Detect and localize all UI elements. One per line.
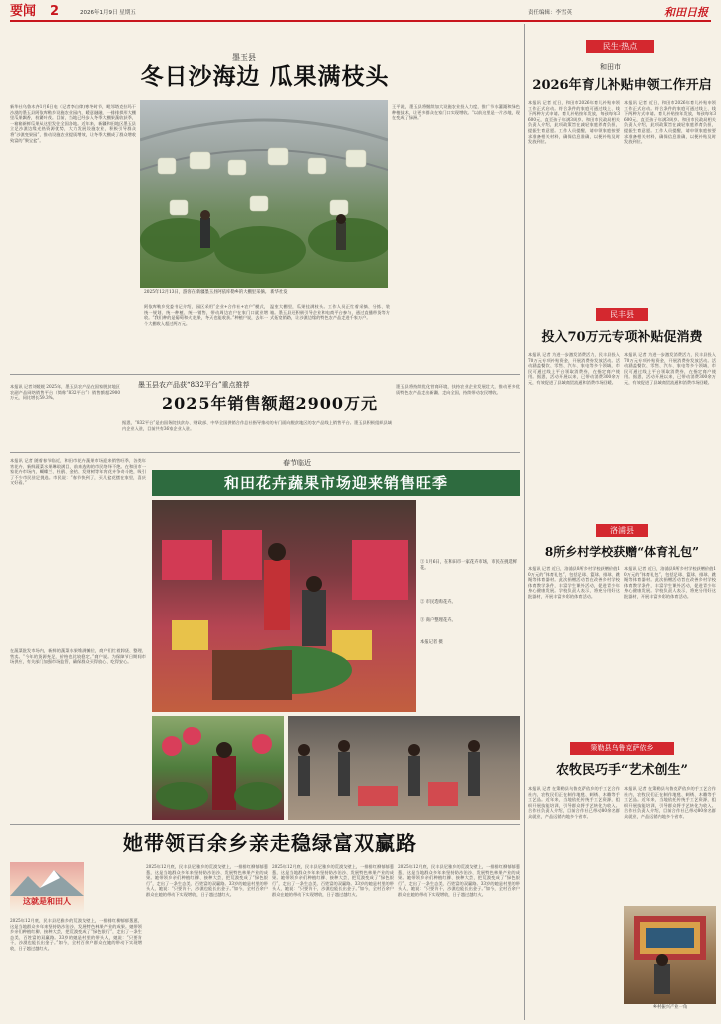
rc-story1-headline: 2026年育儿补贴申领工作开启 (532, 78, 712, 93)
flower-caption-2: ② 市民选购花卉。 (420, 600, 456, 605)
flower-market-photo-2 (152, 716, 284, 820)
bottom-body-4: 2025年12月底，民丰县尼雅乡的荒漠戈壁上，一排排红柳郁郁葱葱，这是当地群众多年来坚持防沙治沙、发展特色林果产业的成果。她带领乡亲们种植红柳、接种大芸，把荒漠变成了“绿色银行”，走出了一条生态美、百姓富的双赢路。33岁的她是村里的带头人，她说：“只要肯干，沙漠也能长出金子。”如今，全村百余户群众在她的带动下实现增收，日子越过越红火。 (398, 864, 520, 897)
handicraft-illustration (624, 906, 716, 1004)
lead-kicker: 墨玉县 (232, 53, 256, 62)
bottom-body-2: 2025年12月底，民丰县尼雅乡的荒漠戈壁上，一排排红柳郁郁葱葱，这是当地群众多年来坚持防沙治沙、发展特色林果产业的成果。她带领乡亲们种植红柳、接种大芸，把荒漠变成了“绿色银行”，走出了一条生态美、百姓富的双赢路。33岁的她是村里的带头人，她说：“只要肯干，沙漠也能长出金子。”如今，全村百余户群众在她的带动下实现增收，日子越过越红火。 (146, 864, 268, 897)
rc-story4-headline: 农牧民巧手“艺术创生” (556, 763, 688, 778)
flowers-body-right: 在蔬菜批发市场内，新鲜的蔬菜水果堆满摊位，商户们忙着卸货、整理、售卖。“今年的货源充足，价格也比较稳定。”商户说。为保障节日期间市场供应，有关部门加强市场监管，确保群众买得放心、吃得安心。 (10, 648, 146, 665)
section-label: 要闻 (10, 4, 37, 19)
greenhouse-photo-caption: 2025年12月13日，游客在新疆墨玉县阿依库勒乡的大棚里采摘。 新华社发 (144, 290, 288, 295)
rc-story1-body-b: 本报讯 记者 近日，和田市2026年育儿补贴申领工作正式启动。符合条件的家庭可通过线上、线下两种方式申请。育儿补贴按年发放，每孩每年3600元，直至孩子年满3周岁。和田市民政局相关负责人介绍，此项政策旨在减轻家庭养育负担，提振生育意愿。工作人员提醒，请申领家庭按要求准备相关材料，确保信息准确，以便补贴及时发放到位。 (624, 100, 716, 145)
page-number: 2 (50, 4, 60, 19)
column-divider (524, 24, 525, 1020)
section-tab-minfeng: 民丰县 (596, 308, 648, 321)
rc-story1-kicker: 和田市 (600, 63, 621, 71)
rc-story3-body-b: 本报讯 记者 近日，洛浦县8所乡村学校获赠价值10万元的“体育礼包”，包括足球、篮球、排球、跳绳等体育器材。此次捐赠活动旨在改善乡村学校体育教学条件，丰富学生课外活动，促进青少年身心健康发展。学校负责人表示，将充分用好这批器材，开展丰富多彩的体育活动。 (624, 566, 716, 599)
rule-3 (10, 824, 520, 825)
flower-market-photo-3 (288, 716, 520, 820)
flower-photo-credit: 本报记者 摄 (420, 640, 443, 645)
flower-market-photo-1 (152, 500, 416, 712)
sales-headline: 2025年销售额超2900万元 (161, 394, 379, 413)
rc-story3-headline: 8所乡村学校获赠“体育礼包” (544, 545, 700, 559)
lead-col-3: 温室大棚里，瓜果挂满枝头。工作人员正忙着采摘、分拣、装箱。墨玉县还积极引导企业和电商平台参与，通过直播带货等方式拓宽销路，让沙漠边缘的特色农产品走进千家万户。 (270, 304, 390, 321)
bottom-body-1: 2025年12月底，民丰县尼雅乡的荒漠戈壁上，一排排红柳郁郁葱葱，这是当地群众多年来坚持防沙治沙、发展特色林果产业的成果。她带领乡亲们种植红柳、接种大芸，把荒漠变成了“绿色银行”，走出了一条生态美、百姓富的双赢路。33岁的她是村里的带头人，她说：“只要肯干，沙漠也能长出金子。”如今，全村百余户群众在她的带动下实现增收，日子越过越红火。 (10, 918, 142, 951)
rule-1 (10, 374, 520, 375)
flower-market-illustration-2 (152, 716, 284, 820)
logo-text: 这就是和田人 (23, 897, 71, 906)
section-tab-lop: 洛浦县 (596, 524, 648, 537)
rc-story1-body-a: 本报讯 记者 近日，和田市2026年育儿补贴申领工作正式启动。符合条件的家庭可通过线上、线下两种方式申请。育儿补贴按年发放，每孩每年3600元，直至孩子年满3周岁。和田市民政局相关负责人介绍，此项政策旨在减轻家庭养育负担，提振生育意愿。工作人员提醒，请申领家庭按要求准备相关材料，确保信息准确，以便补贴及时发放到位。 (528, 100, 620, 145)
greenhouse-photo (140, 100, 388, 288)
flowers-headline: 和田花卉蔬果市场迎来销售旺季 (223, 474, 448, 492)
section-tab-livelihood: 民生·热点 (586, 40, 654, 53)
sales-body-1: 本报讯 记者刘媛媛 2025年，墨玉县农产品在国家脱贫地区农副产品网络销售平台（简称“832平台”）销售额超2900万元，同比增长59.3%。 (10, 384, 120, 401)
flower-caption-1: ① 1月6日，在和田市一家花卉市场，市民在挑选鲜花。 (420, 560, 518, 571)
lead-col-1: 新华社乌鲁木齐1月6日电（记者李自律)寒冬时节，毗邻塔克拉玛干沙漠的墨玉县阿依库勒乡设施农业园内，暖意融融，一排排拱形大棚里瓜果飘香，枝繁叶茂。目前，当地已经步入冬季大棚果蔬收获季，一箱箱新鲜瓜果从这里发往全国各地。近年来，新疆和田地区墨玉县立足沙漠边缘光热资源优势，大力发展设施农业，积极引导群众将“沙漠变果园”，推动设施农业提质增效，让冬季大棚成了群众增收致富的“聚宝盆”。 (10, 104, 136, 143)
sales-body-2: 据悉，“832平台”是由国务院扶贫办、财政部、中华全国供销合作总社指导推动的专门面向脱贫地区的农产品线上销售平台。墨玉县积极组织县域内企业入驻，目前共有36家企业入驻。 (122, 420, 392, 431)
masthead-rule (10, 20, 711, 22)
rc-story2-body-b: 本报讯 记者 为进一步激发消费活力，民丰县投入70万元专项补贴资金，开展消费券发放活动。活动涵盖餐饮、零售、汽车、家电等多个领域，市民可通过线上平台领取消费券，在指定商户使用。据悉，活动开展以来，已带动消费300余万元，有效促进了县域商贸流通和消费市场回暖。 (624, 352, 716, 385)
bottom-body-3: 2025年12月底，民丰县尼雅乡的荒漠戈壁上，一排排红柳郁郁葱葱，这是当地群众多年来坚持防沙治沙、发展特色林果产业的成果。她带领乡亲们种植红柳、接种大芸，把荒漠变成了“绿色银行”，走出了一条生态美、百姓富的双赢路。33岁的她是村里的带头人，她说：“只要肯干，沙漠也能长出金子。”如今，全村百余户群众在她的带动下实现增收，日子越过越红火。 (272, 864, 394, 897)
lead-col-4: 王平说，墨玉县将继续加大设施农业投入力度，推广节水灌溉和绿色种植技术，让更多群众在家门口实现增收。“以前这里是一片沙地，现在变成了绿洲。” (392, 104, 520, 121)
lead-headline: 冬日沙海边 瓜果满枝头 (140, 63, 390, 90)
flower-market-illustration-1 (152, 500, 416, 712)
rule-2 (10, 452, 520, 453)
sales-kicker: 墨玉县农产品获“832平台”重点推荐 (138, 381, 250, 389)
rc-story2-body-a: 本报讯 记者 为进一步激发消费活力，民丰县投入70万元专项补贴资金，开展消费券发放活动。活动涵盖餐饮、零售、汽车、家电等多个领域，市民可通过线上平台领取消费券，在指定商户使用。据悉，活动开展以来，已带动消费300余万元，有效促进了县域商贸流通和消费市场回暖。 (528, 352, 620, 385)
issue-date: 2026年1月9日 星期五 (80, 10, 136, 16)
sales-body-3: 墨玉县将持续优化营商环境，扶持农业企业发展壮大，推动更多优质特色农产品走出新疆、走向全国，持续带动农民增收。 (396, 384, 520, 395)
this-is-hotan-logo (10, 862, 84, 914)
bottom-headline: 她带领百余乡亲走稳绿富双赢路 (123, 831, 417, 855)
rc-story2-headline: 投入70万元专项补贴促消费 (541, 330, 703, 345)
paper-name-logo: 和田日报 (664, 6, 708, 19)
rc-story4-body-a: 本报讯 记者 在策勒县乌鲁克萨依乡的手工艺合作社内，农牧民们正在制作地毯、刺绣、木雕等手工艺品。近年来，当地依托传统手工艺资源，组织开展技能培训，引导群众将手艺转化为收入。合作社负责人介绍，目前合作社已带动80余名群众就业，产品远销内地多个省市。 (528, 786, 620, 819)
greenhouse-illustration (140, 100, 388, 288)
flower-caption-3: ③ 商户整理花卉。 (420, 618, 456, 623)
section-tab-qira: 策勒县乌鲁克萨依乡 (570, 742, 674, 755)
rc-story4-body-b: 本报讯 记者 在策勒县乌鲁克萨依乡的手工艺合作社内，农牧民们正在制作地毯、刺绣、木雕等手工艺品。近年来，当地依托传统手工艺资源，组织开展技能培训，引导群众将手艺转化为收入。合作社负责人介绍，目前合作社已带动80余名群众就业，产品远销内地多个省市。 (624, 786, 716, 819)
flowers-body-left: 本报讯 记者 随着春节临近，和田市花卉蔬果市场迎来销售旺季，各类年宵花卉、新鲜蔬菜水果琳琅满目，前来选购的市民络绎不绝。在和田市一家花卉市场内，蝴蝶兰、杜鹃、金桔、发财树等年宵花卉争奇斗艳，吸引了不少市民驻足挑选。市民说：“春节快到了，买几盆花摆在家里，喜庆又好看。” (10, 458, 146, 486)
lead-col-1b (10, 334, 136, 370)
handicraft-photo (624, 906, 716, 1004)
rc-story3-body-a: 本报讯 记者 近日，洛浦县8所乡村学校获赠价值10万元的“体育礼包”，包括足球、篮球、排球、跳绳等体育器材。此次捐赠活动旨在改善乡村学校体育教学条件，丰富学生课外活动，促进青少年身心健康发展。学校负责人表示，将充分用好这批器材，开展丰富多彩的体育活动。 (528, 566, 620, 599)
lead-col-2: 阿依库勒乡党委书记介绍，园区采用“企业+合作社+农户”模式，统一规划、统一种植、统一销售，带动周边农户在家门口就业增收。“我们种的是葡萄和火龙果，冬天也能收获。”种植户说，去年一个大棚收入超过两万元。 (144, 304, 268, 326)
flowers-kicker: 春节临近 (283, 459, 311, 467)
editor-credit: 责任编辑：李雪英 (528, 10, 573, 16)
flowers-headline-bar (152, 470, 520, 496)
flower-market-illustration-3 (288, 716, 520, 820)
handicraft-photo-caption: 乡村振兴产业一角 (652, 1005, 688, 1010)
